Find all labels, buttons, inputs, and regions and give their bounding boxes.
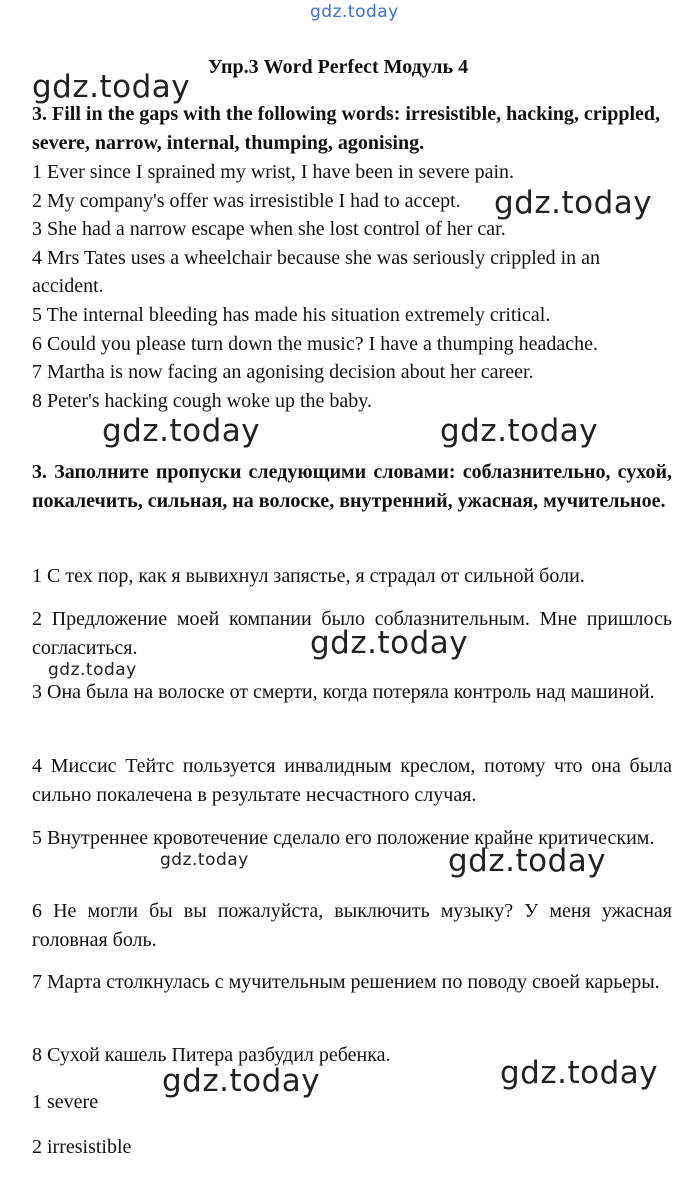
sentence-en: 2 My company's offer was irresistible I had to accept. <box>32 189 461 212</box>
watermark: gdz.today <box>160 850 249 870</box>
sentence-en: 7 Martha is now facing an agonising decision about her career. <box>32 361 534 384</box>
watermark: gdz.today <box>102 413 261 449</box>
watermark: gdz.today <box>494 185 653 221</box>
sentence-ru: 6 Не могли бы вы пожалуйста, выключить музыку? У меня ужасная головная боль. <box>32 900 672 951</box>
sentence-ru: 2 Предложение моей компании было соблазнительным. Мне пришлось согласиться. <box>32 608 672 659</box>
task-heading-ru: 3. Заполните пропуски следующими словами: соблазнительно, сухой, покалечить, сильная, на волоске, внутренний, ужасная, мучительное. <box>32 461 672 512</box>
page-title: Упр.3 Word Perfect Модуль 4 <box>208 56 469 78</box>
sentence-ru: 1 С тех пор, как я вывихнул запястье, я страдал от сильной боли. <box>32 565 585 587</box>
watermark: gdz.today <box>162 1063 321 1099</box>
watermark: gdz.today <box>310 625 469 661</box>
watermark: gdz.today <box>440 413 599 449</box>
sentence-en: 8 Peter's hacking cough woke up the baby. <box>32 389 372 412</box>
sentence-ru: 7 Марта столкнулась с мучительным решением по поводу своей карьеры. <box>32 971 660 993</box>
sentences-en <box>32 158 672 415</box>
task-heading-en: 3. Fill in the gaps with the following words: irresistible, hacking, crippled, severe, narrow, internal, thumping, agonising. <box>32 103 660 154</box>
sentence-en: 3 She had a narrow escape when she lost control of her car. <box>32 218 506 241</box>
sentence-en: 6 Could you please turn down the music? I have a thumping headache. <box>32 332 598 355</box>
watermark: gdz.today <box>448 843 607 879</box>
answer-item: 2 irresistible <box>32 1136 132 1158</box>
watermark-top: gdz.today <box>310 2 399 22</box>
sentence-ru: 4 Миссис Тейтс пользуется инвалидным креслом, потому что она была сильно покалечена в результате несчастного случая. <box>32 755 672 806</box>
sentence-en: 4 Mrs Tates uses a wheelchair because she was seriously crippled in an accident. <box>32 246 601 298</box>
sentence-ru: 5 Внутреннее кровотечение сделало его положение крайне критическим. <box>32 827 655 849</box>
watermark: gdz.today <box>48 660 137 680</box>
sentence-ru: 3 Она была на волоске от смерти, когда потеряла контроль над машиной. <box>32 681 655 703</box>
sentence-en: 5 The internal bleeding has made his situation extremely critical. <box>32 303 551 326</box>
sentence-en: 1 Ever since I sprained my wrist, I have been in severe pain. <box>32 161 515 183</box>
watermark: gdz.today <box>500 1055 659 1091</box>
answer-item: 1 severe <box>32 1091 99 1113</box>
sentence-ru: 8 Сухой кашель Питера разбудил ребенка. <box>32 1044 391 1066</box>
watermark: gdz.today <box>32 69 191 105</box>
